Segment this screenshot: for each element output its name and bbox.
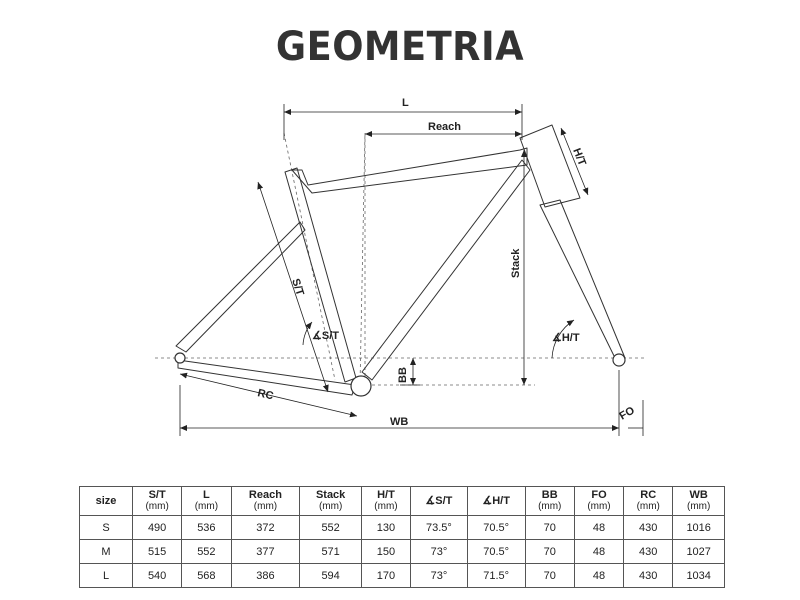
header-stack: Stack (mm) [300, 487, 361, 516]
header-ht: H/T (mm) [361, 487, 410, 516]
label-rc: RC [256, 387, 275, 403]
table-cell: 536 [182, 516, 231, 540]
label-bb: BB [397, 367, 409, 383]
table-row [80, 564, 725, 588]
label-ht: H/T [570, 146, 588, 168]
table-cell: 386 [231, 564, 300, 588]
table-cell: 170 [361, 564, 410, 588]
table-cell: 594 [300, 564, 361, 588]
header-size: size [80, 487, 133, 516]
table-cell: 73° [411, 540, 468, 564]
header-wb: WB (mm) [673, 487, 725, 516]
table-cell: 571 [300, 540, 361, 564]
header-angle-ht: ∡H/T [467, 487, 525, 516]
rear-axle [175, 353, 185, 363]
label-l: L [402, 97, 409, 109]
table-cell: 70 [525, 516, 574, 540]
bike-frame [176, 125, 625, 395]
table-header-row [80, 487, 725, 516]
label-stack: Stack [510, 248, 522, 278]
table-cell: 430 [624, 540, 673, 564]
geometry-table [79, 486, 725, 588]
table-cell: L [80, 564, 133, 588]
table-cell: 48 [574, 540, 623, 564]
table-cell: 71.5° [467, 564, 525, 588]
bottom-bracket [351, 376, 371, 396]
table-cell: 490 [133, 516, 182, 540]
table-cell: 70 [525, 564, 574, 588]
angle-st-arc [303, 322, 312, 345]
table-cell: 430 [624, 564, 673, 588]
header-l: L (mm) [182, 487, 231, 516]
label-angle-ht: ∡H/T [552, 332, 580, 344]
table-cell: 130 [361, 516, 410, 540]
front-axle [613, 354, 625, 366]
table-row [80, 516, 725, 540]
table-cell: 430 [624, 516, 673, 540]
table-cell: M [80, 540, 133, 564]
table-cell: 568 [182, 564, 231, 588]
header-reach: Reach (mm) [231, 487, 300, 516]
header-st: S/T (mm) [133, 487, 182, 516]
table-cell: 552 [300, 516, 361, 540]
page-title: GEOMETRIA [275, 24, 525, 70]
table-cell: 150 [361, 540, 410, 564]
table-cell: 73.5° [411, 516, 468, 540]
label-reach: Reach [428, 121, 462, 133]
table-cell: 70.5° [467, 516, 525, 540]
table-cell: 377 [231, 540, 300, 564]
table-cell: 1034 [673, 564, 725, 588]
table-cell: 540 [133, 564, 182, 588]
header-fo: FO (mm) [574, 487, 623, 516]
table-row [80, 540, 725, 564]
label-angle-st: ∡S/T [312, 330, 339, 342]
label-wb: WB [390, 416, 409, 428]
table-cell: 372 [231, 516, 300, 540]
table-cell: 70 [525, 540, 574, 564]
header-bb: BB (mm) [525, 487, 574, 516]
table-cell: S [80, 516, 133, 540]
table-cell: 1027 [673, 540, 725, 564]
label-fo: FO [617, 404, 637, 423]
table-cell: 48 [574, 564, 623, 588]
table-cell: 73° [411, 564, 468, 588]
header-angle-st: ∡S/T [411, 487, 468, 516]
header-rc: RC (mm) [624, 487, 673, 516]
label-st: S/T [289, 277, 306, 298]
table-cell: 48 [574, 516, 623, 540]
table-cell: 70.5° [467, 540, 525, 564]
table-cell: 552 [182, 540, 231, 564]
reference-lines [155, 133, 645, 385]
table-cell: 515 [133, 540, 182, 564]
table-cell: 1016 [673, 516, 725, 540]
